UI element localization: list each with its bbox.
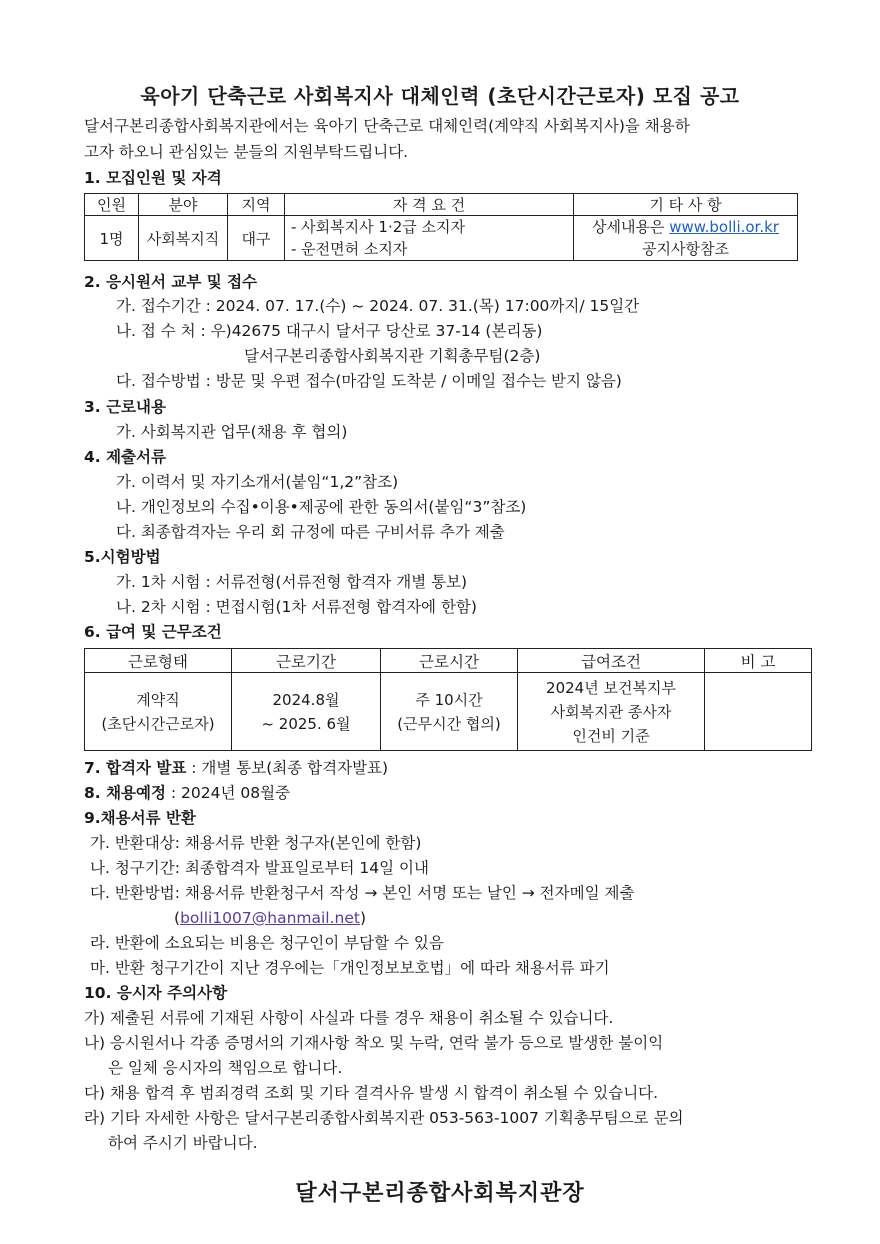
section-8 bbox=[84, 783, 290, 803]
cell-note bbox=[705, 673, 812, 751]
table-header-row bbox=[85, 194, 798, 216]
section-5-item-a: 가. 1차 시험 : 서류전형(서류전형 합격자 개별 통보) bbox=[116, 573, 468, 591]
etc-line-1 bbox=[578, 216, 793, 238]
section-8-label: 8. 채용예정 bbox=[84, 784, 166, 802]
header-work-type: 근로형태 bbox=[85, 649, 232, 673]
work-type-line-2: (초단시간근로자) bbox=[101, 714, 215, 733]
section-4-item-c: 다. 최종합격자는 우리 회 규정에 따른 구비서류 추가 제출 bbox=[116, 523, 505, 541]
section-10-item-c: 다) 채용 합격 후 범죄경력 조회 및 기타 결격사유 발생 시 합격이 취소될 수 있습니다. bbox=[84, 1084, 659, 1102]
section-8-text: : 2024년 08월중 bbox=[165, 784, 291, 802]
work-hours-line-1: 주 10시간 bbox=[415, 690, 483, 709]
header-note: 비 고 bbox=[705, 649, 812, 673]
section-1-heading: 1. 모집인원 및 자격 bbox=[84, 169, 222, 187]
section-7-label: 7. 합격자 발표 bbox=[84, 759, 187, 777]
section-7 bbox=[84, 758, 388, 778]
header-count: 인원 bbox=[85, 194, 139, 216]
table-row bbox=[85, 216, 798, 261]
cell-count: 1명 bbox=[85, 216, 139, 261]
section-5-item-b: 나. 2차 시험 : 면접시험(1차 서류전형 합격자에 한함) bbox=[116, 598, 477, 616]
section-2-item-a: 가. 접수기간 : 2024. 07. 17.(수) ~ 2024. 07. 31.(목) 17:00까지/ 15일간 bbox=[116, 297, 640, 315]
issuer-signature: 달서구본리종합사회복지관장 bbox=[295, 1181, 585, 1206]
header-requirements: 자 격 요 건 bbox=[285, 194, 574, 216]
work-conditions-table bbox=[84, 648, 812, 751]
cell-work-hours bbox=[381, 673, 518, 751]
pay-line-2: 사회복지관 종사자 bbox=[550, 702, 672, 721]
section-10-item-a: 가) 제출된 서류에 기재된 사항이 사실과 다를 경우 채용이 취소될 수 있습니다. bbox=[84, 1009, 614, 1027]
cell-region: 대구 bbox=[228, 216, 285, 261]
work-period-line-2: ~ 2025. 6월 bbox=[261, 714, 351, 733]
website-link[interactable]: www.bolli.or.kr bbox=[669, 218, 779, 236]
section-10-item-d: 라) 기타 자세한 사항은 달서구본리종합사회복지관 053-563-1007 기획총무팀으로 문의 bbox=[84, 1109, 684, 1127]
section-2-item-b: 나. 접 수 처 : 우)42675 대구시 달서구 당산로 37-14 (본리동) bbox=[116, 322, 543, 340]
section-3-item-a: 가. 사회복지관 업무(채용 후 협의) bbox=[116, 423, 348, 441]
intro-line-2: 고자 하오니 관심있는 분들의 지원부탁드립니다. bbox=[84, 143, 409, 161]
cell-etc bbox=[574, 216, 798, 261]
header-etc: 기 타 사 항 bbox=[574, 194, 798, 216]
pay-line-3: 인건비 기준 bbox=[572, 726, 650, 745]
section-9-item-d: 라. 반환에 소요되는 비용은 청구인이 부담할 수 있음 bbox=[90, 934, 444, 952]
section-10-item-d-cont: 하여 주시기 바랍니다. bbox=[108, 1134, 258, 1152]
intro-line-1: 달서구본리종합사회복지관에서는 육아기 단축근로 대체인력(계약직 사회복지사)을 채용하 bbox=[84, 117, 690, 135]
section-10-item-b: 나) 응시원서나 각종 증명서의 기재사항 착오 및 누락, 연락 불가 등으로 발생한 불이익 bbox=[84, 1034, 664, 1052]
cell-pay bbox=[518, 673, 705, 751]
section-4-item-a: 가. 이력서 및 자기소개서(붙임“1,2”참조) bbox=[116, 473, 399, 491]
section-9-item-c: 다. 반환방법: 채용서류 반환청구서 작성 → 본인 서명 또는 날인 → 전자메일 제출 bbox=[90, 884, 635, 902]
requirement-2: - 운전면허 소지자 bbox=[291, 240, 408, 258]
section-7-text: : 개별 통보(최종 합격자발표) bbox=[186, 759, 389, 777]
work-period-line-1: 2024.8월 bbox=[272, 690, 340, 709]
section-6-heading: 6. 급여 및 근무조건 bbox=[84, 623, 222, 641]
header-work-hours: 근로시간 bbox=[381, 649, 518, 673]
section-9-item-b: 나. 청구기간: 최종합격자 발표일로부터 14일 이내 bbox=[90, 859, 429, 877]
section-5-heading: 5.시험방법 bbox=[84, 548, 161, 566]
pay-line-1: 2024년 보건복지부 bbox=[546, 678, 676, 697]
header-work-period: 근로기간 bbox=[232, 649, 381, 673]
section-9-email-line: (bolli1007@hanmail.net) bbox=[174, 909, 367, 927]
section-10-item-b-cont: 은 일체 응시자의 책임으로 합니다. bbox=[108, 1059, 343, 1077]
table-row bbox=[85, 673, 812, 751]
section-3-heading: 3. 근로내용 bbox=[84, 398, 166, 416]
section-10-heading: 10. 응시자 주의사항 bbox=[84, 984, 228, 1002]
section-9-item-e: 마. 반환 청구기간이 지난 경우에는「개인정보보호법」에 따라 채용서류 파기 bbox=[90, 959, 610, 977]
work-hours-line-2: (근무시간 협의) bbox=[397, 714, 501, 733]
section-4-heading: 4. 제출서류 bbox=[84, 448, 166, 466]
requirement-1: - 사회복지사 1·2급 소지자 bbox=[291, 218, 465, 236]
section-4-item-b: 나. 개인정보의 수집•이용•제공에 관한 동의서(붙임“3”참조) bbox=[116, 498, 527, 516]
cell-work-type bbox=[85, 673, 232, 751]
section-2-item-c: 다. 접수방법 : 방문 및 우편 접수(마감일 도착분 / 이메일 접수는 받지 않음) bbox=[116, 372, 622, 390]
cell-work-period bbox=[232, 673, 381, 751]
cell-field: 사회복지직 bbox=[139, 216, 228, 261]
etc-prefix: 상세내용은 bbox=[592, 218, 670, 236]
page-title: 육아기 단축근로 사회복지사 대체인력 (초단시간근로자) 모집 공고 bbox=[140, 84, 740, 108]
header-region: 지역 bbox=[228, 194, 285, 216]
section-9-item-a: 가. 반환대상: 채용서류 반환 청구자(본인에 한함) bbox=[90, 834, 422, 852]
section-2-item-b-cont: 달서구본리종합사회복지관 기획총무팀(2층) bbox=[244, 347, 541, 365]
section-9-heading: 9.채용서류 반환 bbox=[84, 809, 196, 827]
email-link[interactable]: bolli1007@hanmail.net bbox=[180, 909, 360, 927]
header-field: 분야 bbox=[139, 194, 228, 216]
section-2-heading: 2. 응시원서 교부 및 접수 bbox=[84, 273, 258, 291]
header-pay: 급여조건 bbox=[518, 649, 705, 673]
etc-line-2: 공지사항참조 bbox=[642, 240, 729, 258]
recruitment-table bbox=[84, 193, 798, 261]
cell-requirements bbox=[285, 216, 574, 261]
table-header-row bbox=[85, 649, 812, 673]
work-type-line-1: 계약직 bbox=[136, 690, 180, 709]
